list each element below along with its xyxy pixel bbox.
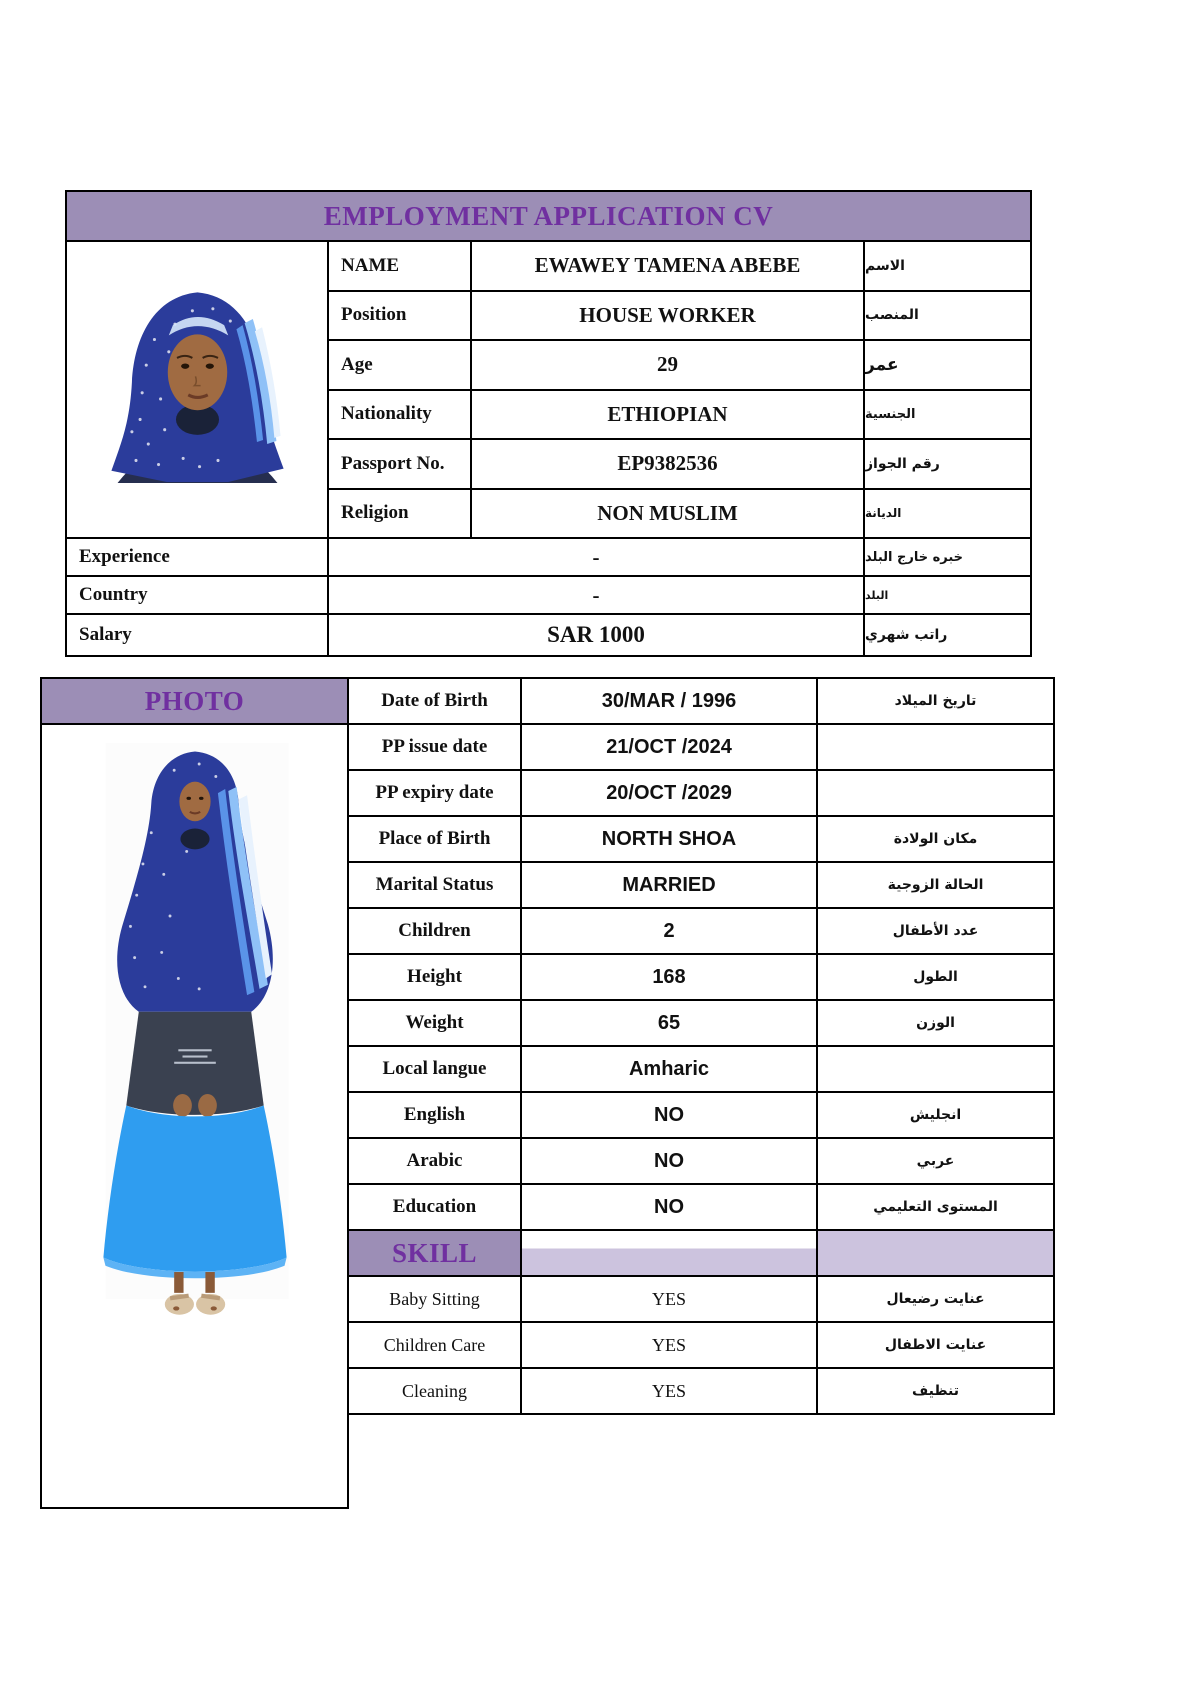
t1-label-name: [327, 240, 472, 292]
t2-arabic-height: [816, 953, 1055, 1001]
t2-label-pp-expiry-text: PP expiry date: [375, 782, 494, 803]
t1-value-experience-text: -: [592, 544, 600, 569]
t1-arabic-religion: [863, 488, 1032, 540]
t2-label-education: [347, 1183, 522, 1231]
skill-header: SKILL: [391, 1237, 478, 1268]
t2-arabic-weight-text: الوزن: [916, 1015, 955, 1031]
t1-label-experience: [65, 537, 329, 577]
skill-header-cell: [347, 1229, 522, 1277]
t2-label-marital: [347, 861, 522, 909]
t1-arabic-name-text: الاسم: [865, 257, 905, 274]
t1-value-country: [327, 575, 865, 615]
t1-arabic-position-text: المنصب: [865, 307, 919, 324]
t2-label-pp-issue: [347, 723, 522, 771]
t1-arabic-position: [863, 290, 1032, 342]
t1-arabic-age-text: عمر: [865, 354, 899, 375]
cv-title: EMPLOYMENT APPLICATION CV: [323, 200, 774, 231]
t2-value-dob-text: 30/MAR / 1996: [601, 689, 737, 712]
fullbody-photo-cell: [40, 723, 349, 1509]
applicant-headshot-photo: [95, 278, 300, 483]
t2-value-weight: [520, 999, 818, 1047]
t1-arabic-name: [863, 240, 1032, 292]
t1-arabic-passport-text: رقم الجواز: [865, 455, 940, 472]
t2-label-weight-text: Weight: [405, 1012, 464, 1033]
t2-arabic-children-care: [816, 1321, 1055, 1369]
t1-label-age: [327, 339, 472, 391]
t2-label-arabic-lang-text: Arabic: [406, 1150, 463, 1171]
t2-value-local-langue-text: Amharic: [628, 1057, 710, 1080]
t2-label-height-text: Height: [407, 966, 462, 987]
photo-header: PHOTO: [144, 685, 245, 716]
t1-value-experience: [327, 537, 865, 577]
t1-value-religion: [470, 488, 865, 540]
t1-label-experience-text: Experience: [79, 546, 170, 567]
t2-value-pp-issue-text: 21/OCT /2024: [606, 735, 732, 758]
t1-arabic-salary-text: راتب شهري: [865, 627, 948, 643]
t1-label-position: [327, 290, 472, 342]
t2-arabic-children: [816, 907, 1055, 955]
t2-label-pp-expiry: [347, 769, 522, 817]
t2-value-pp-expiry-text: 20/OCT /2029: [606, 781, 732, 804]
t2-value-weight-text: 65: [657, 1011, 681, 1034]
t2-label-cleaning: [347, 1367, 522, 1415]
t2-label-cleaning-text: Cleaning: [402, 1380, 467, 1401]
t2-arabic-arabic-lang-text: عربي: [916, 1153, 955, 1169]
t2-arabic-english-text: انجليش: [909, 1107, 962, 1123]
t2-label-local-langue: [347, 1045, 522, 1093]
t1-value-age: [470, 339, 865, 391]
t2-label-height: [347, 953, 522, 1001]
t2-label-dob: [347, 677, 522, 725]
t2-value-children-care: [520, 1321, 818, 1369]
t2-label-english-text: English: [403, 1104, 466, 1125]
t2-arabic-education: [816, 1183, 1055, 1231]
t2-value-education-text: NO: [654, 1195, 684, 1218]
t1-value-name: [470, 240, 865, 292]
t2-arabic-arabic-lang: [816, 1137, 1055, 1185]
t2-value-birthplace-text: NORTH SHOA: [601, 827, 737, 850]
t1-value-nationality-text: ETHIOPIAN: [607, 401, 728, 426]
t2-arabic-local-langue: [816, 1045, 1055, 1093]
t2-value-marital-text: MARRIED: [622, 873, 716, 896]
t1-arabic-age: [863, 339, 1032, 391]
t2-arabic-children-text: عدد الأطفال: [892, 923, 979, 939]
t2-label-baby-sitting: [347, 1275, 522, 1323]
t2-value-education: [520, 1183, 818, 1231]
t1-label-nationality-text: Nationality: [341, 403, 432, 425]
t1-arabic-nationality-text: الجنسية: [865, 406, 916, 422]
t1-value-age-text: 29: [657, 352, 678, 377]
t1-value-country-text: -: [592, 582, 600, 607]
t2-arabic-dob: [816, 677, 1055, 725]
t2-arabic-cleaning-text: تنظيف: [912, 1383, 959, 1399]
t2-label-children-text: Children: [398, 920, 471, 941]
t1-value-passport-text: EP9382536: [617, 451, 718, 476]
t1-label-passport: [327, 438, 472, 490]
t1-label-age-text: Age: [341, 353, 373, 375]
t1-label-nationality: [327, 389, 472, 441]
t1-value-name-text: EWAWEY TAMENA ABEBE: [534, 253, 801, 278]
t1-value-passport: [470, 438, 865, 490]
t1-label-name-text: NAME: [341, 254, 400, 276]
t2-label-birthplace-text: Place of Birth: [378, 828, 491, 849]
t2-label-pp-issue-text: PP issue date: [381, 736, 488, 757]
t2-label-birthplace: [347, 815, 522, 863]
t1-arabic-salary: [863, 613, 1032, 657]
t2-value-birthplace: [520, 815, 818, 863]
t2-arabic-education-text: المستوى التعليمي: [873, 1199, 998, 1215]
t2-arabic-english: [816, 1091, 1055, 1139]
t1-arabic-experience: [863, 537, 1032, 577]
t2-value-pp-expiry: [520, 769, 818, 817]
t1-label-religion-text: Religion: [341, 502, 409, 524]
t2-value-cleaning: [520, 1367, 818, 1415]
t1-arabic-experience-text: خبره خارج البلد: [865, 549, 964, 565]
t1-value-position-text: HOUSE WORKER: [579, 302, 756, 327]
t1-value-salary: [327, 613, 865, 657]
t1-label-salary-text: Salary: [79, 624, 132, 645]
t2-label-children: [347, 907, 522, 955]
t2-arabic-height-text: الطول: [913, 969, 958, 985]
t1-arabic-country: [863, 575, 1032, 615]
t2-arabic-children-care-text: عنايت الاطفال: [884, 1337, 987, 1353]
photo-header-cell: [40, 677, 349, 725]
t2-value-height: [520, 953, 818, 1001]
t2-arabic-dob-text: تاريخ الميلاد: [894, 693, 977, 709]
t1-arabic-country-text: البلد: [865, 588, 889, 602]
t2-arabic-marital-text: الحالة الزوجية: [887, 877, 984, 893]
t2-label-local-langue-text: Local langue: [382, 1058, 487, 1079]
t2-value-arabic-lang-text: NO: [654, 1149, 684, 1172]
t2-label-baby-sitting-text: Baby Sitting: [389, 1288, 480, 1309]
t2-label-dob-text: Date of Birth: [381, 690, 488, 711]
skill-header-arabic-cell: [816, 1229, 1055, 1277]
t2-value-pp-issue: [520, 723, 818, 771]
t1-label-salary: [65, 613, 329, 657]
t2-value-english-text: NO: [654, 1103, 684, 1126]
t2-arabic-birthplace-text: مكان الولادة: [893, 831, 978, 847]
t2-value-cleaning-text: YES: [651, 1380, 686, 1401]
t2-arabic-cleaning: [816, 1367, 1055, 1415]
t1-label-country-text: Country: [79, 584, 148, 605]
t1-label-passport-text: Passport No.: [341, 452, 445, 474]
t2-label-children-care-text: Children Care: [383, 1334, 486, 1355]
t1-value-religion-text: NON MUSLIM: [597, 500, 738, 525]
t2-value-arabic-lang: [520, 1137, 818, 1185]
headshot-photo-cell: [65, 240, 329, 539]
t2-arabic-baby-sitting: [816, 1275, 1055, 1323]
t2-value-baby-sitting-text: YES: [651, 1288, 686, 1309]
t1-value-salary-text: SAR 1000: [547, 622, 645, 647]
t2-label-weight: [347, 999, 522, 1047]
t2-value-marital: [520, 861, 818, 909]
t1-value-nationality: [470, 389, 865, 441]
t2-value-baby-sitting: [520, 1275, 818, 1323]
t2-value-local-langue: [520, 1045, 818, 1093]
t2-arabic-baby-sitting-text: عنايت رضيعال: [886, 1291, 985, 1307]
t2-value-children-text: 2: [663, 919, 675, 942]
t2-value-dob: [520, 677, 818, 725]
skill-header-value-cell: [520, 1229, 818, 1277]
t1-arabic-nationality: [863, 389, 1032, 441]
t1-value-position: [470, 290, 865, 342]
t2-label-english: [347, 1091, 522, 1139]
t1-label-country: [65, 575, 329, 615]
t2-value-english: [520, 1091, 818, 1139]
t1-arabic-passport: [863, 438, 1032, 490]
t2-label-arabic-lang: [347, 1137, 522, 1185]
t2-arabic-weight: [816, 999, 1055, 1047]
t2-arabic-marital: [816, 861, 1055, 909]
t1-arabic-religion-text: الديانة: [865, 506, 902, 521]
t2-label-education-text: Education: [392, 1196, 477, 1217]
applicant-fullbody-photo: [70, 739, 320, 1322]
t2-label-children-care: [347, 1321, 522, 1369]
t2-value-children-care-text: YES: [651, 1334, 686, 1355]
t2-value-children: [520, 907, 818, 955]
t2-arabic-pp-issue: [816, 723, 1055, 771]
t1-label-position-text: Position: [341, 304, 407, 326]
t2-label-marital-text: Marital Status: [375, 874, 494, 895]
t1-label-religion: [327, 488, 472, 540]
t2-value-height-text: 168: [652, 965, 686, 988]
cv-title-band: [65, 190, 1032, 242]
t2-arabic-birthplace: [816, 815, 1055, 863]
t2-arabic-pp-expiry: [816, 769, 1055, 817]
